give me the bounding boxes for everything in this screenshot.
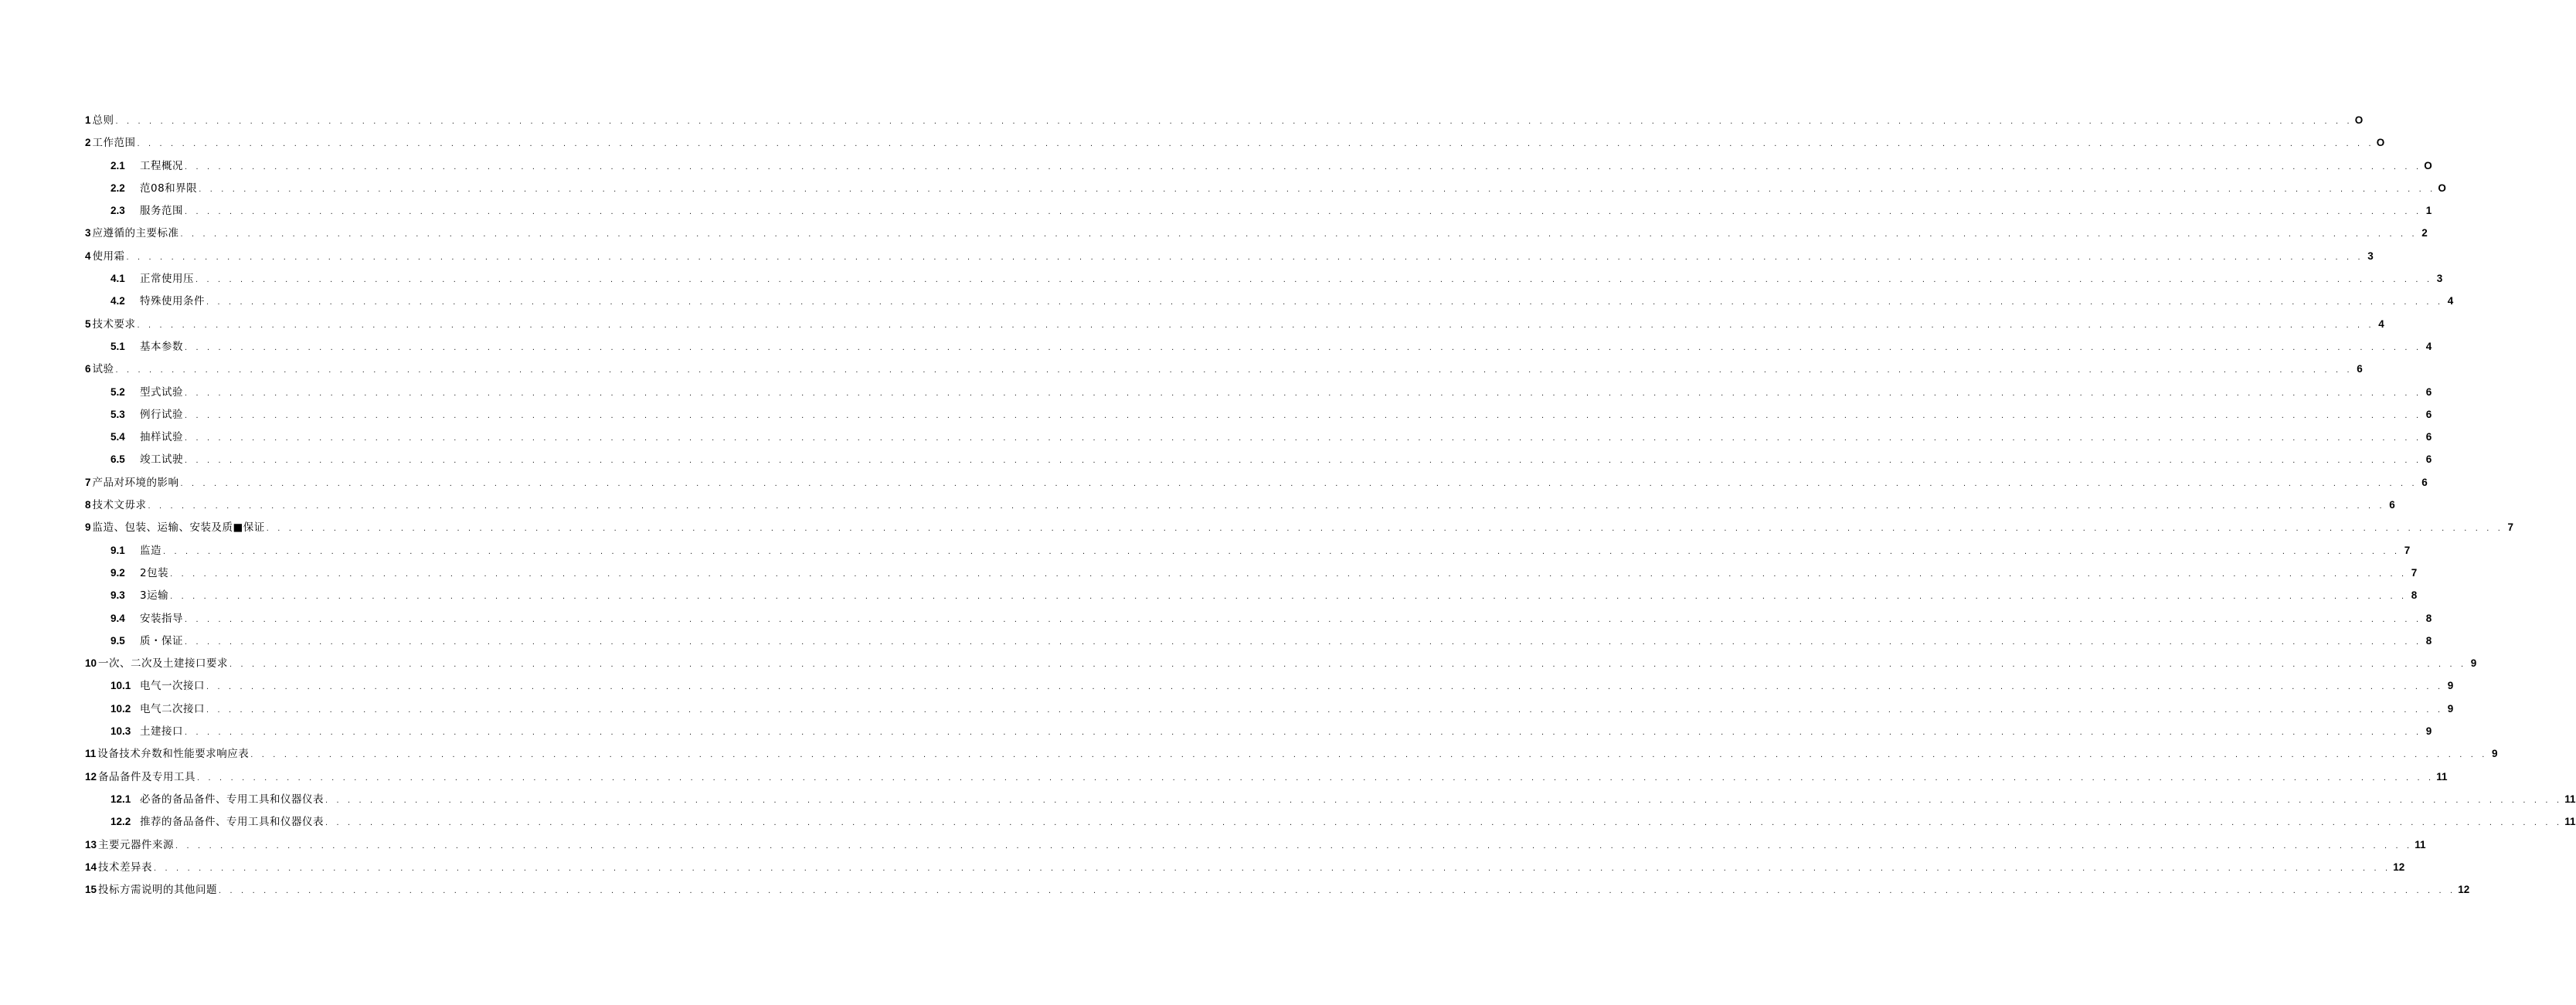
toc-entry-title: 抽样试验: [140, 431, 183, 444]
toc-entry-number: 5.3: [110, 408, 125, 420]
toc-entry-title: 试验: [92, 363, 114, 376]
toc-entry-page-number: O: [2376, 137, 2385, 149]
toc-entry[interactable]: [85, 267, 2443, 290]
toc-entry[interactable]: [85, 199, 2432, 222]
toc-entry-page-number: 4: [2378, 317, 2384, 330]
toc-dot-leader: . . . . . . . . . . . . . . . . . . . . . . . . . . . . . . . . . . . . . . . . . . . . . . . . . . . . . . . . . . . . . . . . . . . . . . . . . . . . . . . . . . . . . . . . . . . . . . . . . . . . . . . . . . . . . . . . . . . . . . . . . . . . . . . . . . . . . . . . . . . . . . . . . . . . . . . . . . . . . . . . . . . . . . . . . . . . . . . . . . . . . . . . . . . . . . . . . . . . . . . .: [206, 297, 2444, 307]
toc-entry-page-number: 6: [2425, 408, 2432, 420]
toc-entry[interactable]: [85, 313, 2384, 335]
toc-entry-number: 14: [85, 861, 97, 873]
toc-entry-page-number: 12: [2393, 861, 2405, 873]
toc-dot-leader: . . . . . . . . . . . . . . . . . . . . . . . . . . . . . . . . . . . . . . . . . . . . . . . . . . . . . . . . . . . . . . . . . . . . . . . . . . . . . . . . . . . . . . . . . . . . . . . . . . . . . . . . . . . . . . . . . . . . . . . . . . . . . . . . . . . . . . . . . . . . . . . . . . . . . . . . . . . . . . . . . . . . . . . . . . . . . . . . . . . . . . . . . . . . . . . . . . . . . . . .: [170, 569, 2408, 579]
toc-entry-title: 例行试验: [140, 408, 183, 421]
toc-entry[interactable]: [85, 426, 2432, 448]
toc-entry-page-number: 9: [2470, 657, 2477, 670]
toc-entry-number: 7: [85, 476, 91, 488]
toc-entry-number: 9.5: [110, 634, 125, 647]
toc-entry-title: 总则: [92, 114, 114, 127]
toc-entry-page-number: 11: [2436, 770, 2448, 783]
toc-entry-title: 备品备件及专用工具: [98, 770, 196, 783]
toc-entry[interactable]: [85, 742, 2498, 765]
toc-entry-number: 5.2: [110, 385, 125, 398]
toc-dot-leader: . . . . . . . . . . . . . . . . . . . . . . . . . . . . . . . . . . . . . . . . . . . . . . . . . . . . . . . . . . . . . . . . . . . . . . . . . . . . . . . . . . . . . . . . . . . . . . . . . . . . . . . . . . . . . . . . . . . . . . . . . . . . . . . . . . . . . . . . . . . . . . . . . . . . . . . . . . . . . . . . . . . . . . . . . . . . . . . . . . . . . . . . . . . . . . . . . . . . . . . .: [163, 546, 2401, 556]
toc-entry[interactable]: [85, 878, 2470, 901]
toc-entry-title: 设备技术弁数和性能要求响应表: [97, 748, 250, 761]
toc-dot-leader: . . . . . . . . . . . . . . . . . . . . . . . . . . . . . . . . . . . . . . . . . . . . . . . . . . . . . . . . . . . . . . . . . . . . . . . . . . . . . . . . . . . . . . . . . . . . . . . . . . . . . . . . . . . . . . . . . . . . . . . . . . . . . . . . . . . . . . . . . . . . . . . . . . . . . . . . . . . . . . . . . . . . . . . . . . . . . . . . . . . . . . . . . . . . . . . . . . . . . . . .: [266, 524, 2503, 534]
toc-entry-number: 13: [85, 838, 97, 851]
toc-entry-page-number: 1: [2425, 205, 2432, 217]
toc-entry-title: 质・保证: [140, 634, 183, 647]
toc-entry-number: 9: [85, 521, 91, 534]
toc-entry-number: 1: [85, 114, 91, 126]
toc-entry-page-number: O: [2354, 114, 2364, 126]
toc-dot-leader: . . . . . . . . . . . . . . . . . . . . . . . . . . . . . . . . . . . . . . . . . . . . . . . . . . . . . . . . . . . . . . . . . . . . . . . . . . . . . . . . . . . . . . . . . . . . . . . . . . . . . . . . . . . . . . . . . . . . . . . . . . . . . . . . . . . . . . . . . . . . . . . . . . . . . . . . . . . . . . . . . . . . . . . . . . . . . . . . . . . . . . . . . . . . . . . . . . . . . . . .: [250, 750, 2488, 760]
toc-entry-page-number: 11: [2564, 793, 2576, 805]
toc-entry-title: 正常使用压: [140, 273, 194, 286]
toc-entry-number: 11: [85, 748, 97, 760]
toc-entry-page-number: 11: [2564, 816, 2576, 828]
toc-entry-number: 9.3: [110, 589, 125, 602]
toc-entry-page-number: 6: [2357, 363, 2363, 375]
toc-entry-title: 技术文毋求: [92, 499, 147, 512]
toc-entry[interactable]: [85, 381, 2432, 403]
toc-entry-page-number: 11: [2415, 838, 2426, 851]
toc-entry-page-number: O: [2424, 159, 2432, 171]
toc-dot-leader: . . . . . . . . . . . . . . . . . . . . . . . . . . . . . . . . . . . . . . . . . . . . . . . . . . . . . . . . . . . . . . . . . . . . . . . . . . . . . . . . . . . . . . . . . . . . . . . . . . . . . . . . . . . . . . . . . . . . . . . . . . . . . . . . . . . . . . . . . . . . . . . . . . . . . . . . . . . . . . . . . . . . . . . . . . . . . . . . . . . . . . . . . . . . . . . . . . . . . . . .: [325, 795, 2563, 805]
toc-entry-title: 投标方需说明的其他问题: [98, 884, 218, 897]
toc-entry-number: 5.4: [110, 431, 125, 443]
toc-dot-leader: . . . . . . . . . . . . . . . . . . . . . . . . . . . . . . . . . . . . . . . . . . . . . . . . . . . . . . . . . . . . . . . . . . . . . . . . . . . . . . . . . . . . . . . . . . . . . . . . . . . . . . . . . . . . . . . . . . . . . . . . . . . . . . . . . . . . . . . . . . . . . . . . . . . . . . . . . . . . . . . . . . . . . . . . . . . . . . . . . . . . . . . . . . . . . . . . . . . . . . . .: [185, 388, 2422, 398]
toc-entry-number: 2.3: [110, 205, 125, 217]
toc-entry-number: 12.1: [110, 793, 131, 805]
toc-dot-leader: . . . . . . . . . . . . . . . . . . . . . . . . . . . . . . . . . . . . . . . . . . . . . . . . . . . . . . . . . . . . . . . . . . . . . . . . . . . . . . . . . . . . . . . . . . . . . . . . . . . . . . . . . . . . . . . . . . . . . . . . . . . . . . . . . . . . . . . . . . . . . . . . . . . . . . . . . . . . . . . . . . . . . . . . . . . . . . . . . . . . . . . . . . . . . . . . . . . . . . . .: [197, 772, 2435, 783]
toc-entry-page-number: 12: [2458, 884, 2470, 896]
toc-entry-page-number: 4: [2447, 295, 2454, 307]
toc-dot-leader: . . . . . . . . . . . . . . . . . . . . . . . . . . . . . . . . . . . . . . . . . . . . . . . . . . . . . . . . . . . . . . . . . . . . . . . . . . . . . . . . . . . . . . . . . . . . . . . . . . . . . . . . . . . . . . . . . . . . . . . . . . . . . . . . . . . . . . . . . . . . . . . . . . . . . . . . . . . . . . . . . . . . . . . . . . . . . . . . . . . . . . . . . . . . . . . . . . . . . . . .: [148, 501, 2385, 511]
toc-entry-title: 监造: [140, 544, 161, 557]
toc-entry[interactable]: [85, 720, 2432, 742]
toc-entry-number: 10.3: [110, 725, 131, 738]
toc-entry-number: 6: [85, 363, 91, 375]
toc-entry[interactable]: [85, 494, 2395, 516]
toc-entry[interactable]: [85, 766, 2448, 788]
toc-dot-leader: . . . . . . . . . . . . . . . . . . . . . . . . . . . . . . . . . . . . . . . . . . . . . . . . . . . . . . . . . . . . . . . . . . . . . . . . . . . . . . . . . . . . . . . . . . . . . . . . . . . . . . . . . . . . . . . . . . . . . . . . . . . . . . . . . . . . . . . . . . . . . . . . . . . . . . . . . . . . . . . . . . . . . . . . . . . . . . . . . . . . . . . . . . . . . . . . . . . . . . . .: [175, 840, 2413, 851]
toc-entry[interactable]: [85, 810, 2576, 833]
toc-entry[interactable]: [85, 154, 2432, 177]
toc-dot-leader: . . . . . . . . . . . . . . . . . . . . . . . . . . . . . . . . . . . . . . . . . . . . . . . . . . . . . . . . . . . . . . . . . . . . . . . . . . . . . . . . . . . . . . . . . . . . . . . . . . . . . . . . . . . . . . . . . . . . . . . . . . . . . . . . . . . . . . . . . . . . . . . . . . . . . . . . . . . . . . . . . . . . . . . . . . . . . . . . . . . . . . . . . . . . . . . . . . . . . . . .: [170, 592, 2408, 602]
toc-dot-leader: . . . . . . . . . . . . . . . . . . . . . . . . . . . . . . . . . . . . . . . . . . . . . . . . . . . . . . . . . . . . . . . . . . . . . . . . . . . . . . . . . . . . . . . . . . . . . . . . . . . . . . . . . . . . . . . . . . . . . . . . . . . . . . . . . . . . . . . . . . . . . . . . . . . . . . . . . . . . . . . . . . . . . . . . . . . . . . . . . . . . . . . . . . . . . . . . . . . . . . . .: [185, 410, 2422, 420]
toc-dot-leader: . . . . . . . . . . . . . . . . . . . . . . . . . . . . . . . . . . . . . . . . . . . . . . . . . . . . . . . . . . . . . . . . . . . . . . . . . . . . . . . . . . . . . . . . . . . . . . . . . . . . . . . . . . . . . . . . . . . . . . . . . . . . . . . . . . . . . . . . . . . . . . . . . . . . . . . . . . . . . . . . . . . . . . . . . . . . . . . . . . . . . . . . . . . . . . . . . . . . . . . .: [219, 886, 2456, 896]
toc-entry-page-number: 6: [2421, 476, 2428, 488]
toc-dot-leader: . . . . . . . . . . . . . . . . . . . . . . . . . . . . . . . . . . . . . . . . . . . . . . . . . . . . . . . . . . . . . . . . . . . . . . . . . . . . . . . . . . . . . . . . . . . . . . . . . . . . . . . . . . . . . . . . . . . . . . . . . . . . . . . . . . . . . . . . . . . . . . . . . . . . . . . . . . . . . . . . . . . . . . . . . . . . . . . . . . . . . . . . . . . . . . . . . . . . . . . .: [126, 252, 2364, 262]
toc-entry-number: 15: [85, 884, 97, 896]
toc-entry[interactable]: [85, 335, 2432, 358]
toc-entry-page-number: 9: [2491, 748, 2498, 760]
toc-entry-page-number: 6: [2389, 499, 2395, 511]
toc-entry-title: 主要元器件来源: [98, 838, 175, 851]
toc-entry[interactable]: [85, 403, 2432, 426]
toc-entry-page-number: 9: [2425, 725, 2432, 738]
toc-entry-title: 监造、包装、运输、安装及质■保证: [92, 521, 265, 535]
toc-entry-number: 2: [85, 137, 91, 149]
toc-entry[interactable]: [85, 607, 2432, 630]
toc-entry-page-number: 3: [2367, 250, 2374, 262]
toc-entry-title: 技术差异表: [98, 861, 153, 874]
toc-entry[interactable]: [85, 630, 2432, 652]
toc-dot-leader: . . . . . . . . . . . . . . . . . . . . . . . . . . . . . . . . . . . . . . . . . . . . . . . . . . . . . . . . . . . . . . . . . . . . . . . . . . . . . . . . . . . . . . . . . . . . . . . . . . . . . . . . . . . . . . . . . . . . . . . . . . . . . . . . . . . . . . . . . . . . . . . . . . . . . . . . . . . . . . . . . . . . . . . . . . . . . . . . . . . . . . . . . . . . . . . . . . . . . . . .: [325, 818, 2563, 828]
toc-entry-title: 3运输: [140, 589, 169, 603]
toc-entry-number: 9.2: [110, 566, 125, 579]
toc-entry[interactable]: [85, 471, 2428, 494]
toc-entry-page-number: 6: [2425, 431, 2432, 443]
toc-entry-page-number: 8: [2411, 589, 2418, 602]
toc-entry-title: 必备的备品备件、专用工具和仪器仪表: [140, 793, 324, 806]
toc-dot-leader: . . . . . . . . . . . . . . . . . . . . . . . . . . . . . . . . . . . . . . . . . . . . . . . . . . . . . . . . . . . . . . . . . . . . . . . . . . . . . . . . . . . . . . . . . . . . . . . . . . . . . . . . . . . . . . . . . . . . . . . . . . . . . . . . . . . . . . . . . . . . . . . . . . . . . . . . . . . . . . . . . . . . . . . . . . . . . . . . . . . . . . . . . . . . . . . . . . . . . . . .: [154, 863, 2391, 873]
toc-entry-number: 4: [85, 250, 91, 262]
toc-dot-leader: . . . . . . . . . . . . . . . . . . . . . . . . . . . . . . . . . . . . . . . . . . . . . . . . . . . . . . . . . . . . . . . . . . . . . . . . . . . . . . . . . . . . . . . . . . . . . . . . . . . . . . . . . . . . . . . . . . . . . . . . . . . . . . . . . . . . . . . . . . . . . . . . . . . . . . . . . . . . . . . . . . . . . . . . . . . . . . . . . . . . . . . . . . . . . . . . . . . . . . . .: [115, 117, 2353, 126]
toc-dot-leader: . . . . . . . . . . . . . . . . . . . . . . . . . . . . . . . . . . . . . . . . . . . . . . . . . . . . . . . . . . . . . . . . . . . . . . . . . . . . . . . . . . . . . . . . . . . . . . . . . . . . . . . . . . . . . . . . . . . . . . . . . . . . . . . . . . . . . . . . . . . . . . . . . . . . . . . . . . . . . . . . . . . . . . . . . . . . . . . . . . . . . . . . . . . . . . . . . . . . . . . .: [185, 637, 2422, 647]
toc-entry[interactable]: [85, 516, 2513, 538]
toc-dot-leader: . . . . . . . . . . . . . . . . . . . . . . . . . . . . . . . . . . . . . . . . . . . . . . . . . . . . . . . . . . . . . . . . . . . . . . . . . . . . . . . . . . . . . . . . . . . . . . . . . . . . . . . . . . . . . . . . . . . . . . . . . . . . . . . . . . . . . . . . . . . . . . . . . . . . . . . . . . . . . . . . . . . . . . . . . . . . . . . . . . . . . . . . . . . . . . . . . . . . . . . .: [185, 433, 2422, 443]
toc-entry[interactable]: [85, 652, 2477, 674]
toc-dot-leader: . . . . . . . . . . . . . . . . . . . . . . . . . . . . . . . . . . . . . . . . . . . . . . . . . . . . . . . . . . . . . . . . . . . . . . . . . . . . . . . . . . . . . . . . . . . . . . . . . . . . . . . . . . . . . . . . . . . . . . . . . . . . . . . . . . . . . . . . . . . . . . . . . . . . . . . . . . . . . . . . . . . . . . . . . . . . . . . . . . . . . . . . . . . . . . . . . . . . . . . .: [185, 161, 2422, 171]
toc-entry-title: 2包装: [140, 566, 169, 579]
toc-entry-number: 3: [85, 227, 91, 239]
toc-entry-title: 技术要求: [92, 317, 136, 331]
toc-entry-title: 竣工试驶: [140, 453, 183, 467]
toc-entry-title: 一次、二次及土建接口要求: [98, 657, 229, 671]
toc-entry[interactable]: [85, 245, 2374, 267]
toc-entry-number: 4.1: [110, 273, 125, 285]
toc-entry-title: 工程概况: [140, 159, 183, 172]
toc-entry-title: 电气二次接口: [140, 702, 205, 715]
toc-entry[interactable]: [85, 698, 2454, 720]
toc-entry-title: 土建接口: [140, 725, 183, 738]
toc-dot-leader: . . . . . . . . . . . . . . . . . . . . . . . . . . . . . . . . . . . . . . . . . . . . . . . . . . . . . . . . . . . . . . . . . . . . . . . . . . . . . . . . . . . . . . . . . . . . . . . . . . . . . . . . . . . . . . . . . . . . . . . . . . . . . . . . . . . . . . . . . . . . . . . . . . . . . . . . . . . . . . . . . . . . . . . . . . . . . . . . . . . . . . . . . . . . . . . . . . . . . . . .: [180, 478, 2418, 488]
toc-entry-page-number: O: [2438, 182, 2446, 194]
toc-entry[interactable]: [85, 448, 2432, 470]
toc-dot-leader: . . . . . . . . . . . . . . . . . . . . . . . . . . . . . . . . . . . . . . . . . . . . . . . . . . . . . . . . . . . . . . . . . . . . . . . . . . . . . . . . . . . . . . . . . . . . . . . . . . . . . . . . . . . . . . . . . . . . . . . . . . . . . . . . . . . . . . . . . . . . . . . . . . . . . . . . . . . . . . . . . . . . . . . . . . . . . . . . . . . . . . . . . . . . . . . . . . . . . . . .: [185, 728, 2422, 738]
toc-entry-page-number: 6: [2425, 453, 2432, 466]
toc-entry-page-number: 8: [2425, 634, 2432, 647]
toc-entry-title: 应遵循的主要标准: [92, 227, 179, 240]
toc-entry-title: 型式试验: [140, 385, 183, 399]
toc-entry[interactable]: [85, 290, 2454, 312]
toc-entry-number: 8: [85, 499, 91, 511]
toc-entry-title: 服务范围: [140, 205, 183, 218]
toc-entry-number: 12: [85, 770, 97, 783]
toc-entry[interactable]: [85, 788, 2576, 810]
toc-dot-leader: . . . . . . . . . . . . . . . . . . . . . . . . . . . . . . . . . . . . . . . . . . . . . . . . . . . . . . . . . . . . . . . . . . . . . . . . . . . . . . . . . . . . . . . . . . . . . . . . . . . . . . . . . . . . . . . . . . . . . . . . . . . . . . . . . . . . . . . . . . . . . . . . . . . . . . . . . . . . . . . . . . . . . . . . . . . . . . . . . . . . . . . . . . . . . . . . . . . . . . . .: [195, 275, 2433, 285]
toc-entry[interactable]: [85, 131, 2385, 154]
toc-entry-title: 产品对环境的影响: [92, 476, 179, 489]
toc-entry-page-number: 6: [2425, 385, 2432, 398]
toc-dot-leader: . . . . . . . . . . . . . . . . . . . . . . . . . . . . . . . . . . . . . . . . . . . . . . . . . . . . . . . . . . . . . . . . . . . . . . . . . . . . . . . . . . . . . . . . . . . . . . . . . . . . . . . . . . . . . . . . . . . . . . . . . . . . . . . . . . . . . . . . . . . . . . . . . . . . . . . . . . . . . . . . . . . . . . . . . . . . . . . . . . . . . . . . . . . . . . . . . . . . . . . .: [180, 229, 2418, 239]
toc-dot-leader: . . . . . . . . . . . . . . . . . . . . . . . . . . . . . . . . . . . . . . . . . . . . . . . . . . . . . . . . . . . . . . . . . . . . . . . . . . . . . . . . . . . . . . . . . . . . . . . . . . . . . . . . . . . . . . . . . . . . . . . . . . . . . . . . . . . . . . . . . . . . . . . . . . . . . . . . . . . . . . . . . . . . . . . . . . . . . . . . . . . . . . . . . . . . . . . . . . . . . . . .: [137, 320, 2374, 330]
toc-entry-title: 安装指导: [140, 612, 183, 625]
toc-entry-page-number: 8: [2425, 612, 2432, 624]
toc-entry-title: 推荐的备品备件、专用工具和仪器仪表: [140, 816, 324, 829]
toc-entry-page-number: 3: [2436, 273, 2443, 285]
toc-dot-leader: . . . . . . . . . . . . . . . . . . . . . . . . . . . . . . . . . . . . . . . . . . . . . . . . . . . . . . . . . . . . . . . . . . . . . . . . . . . . . . . . . . . . . . . . . . . . . . . . . . . . . . . . . . . . . . . . . . . . . . . . . . . . . . . . . . . . . . . . . . . . . . . . . . . . . . . . . . . . . . . . . . . . . . . . . . . . . . . . . . . . . . . . . . . . . . . . . . . . . . . .: [185, 342, 2422, 352]
toc-entry-title: 工作范围: [92, 137, 136, 150]
toc-entry[interactable]: [85, 222, 2428, 244]
toc-entry[interactable]: [85, 358, 2363, 380]
toc-entry-title: 范08和界限: [140, 182, 198, 195]
toc-entry-number: 12.2: [110, 816, 131, 828]
toc-entry-title: 基本参数: [140, 340, 183, 353]
toc-dot-leader: . . . . . . . . . . . . . . . . . . . . . . . . . . . . . . . . . . . . . . . . . . . . . . . . . . . . . . . . . . . . . . . . . . . . . . . . . . . . . . . . . . . . . . . . . . . . . . . . . . . . . . . . . . . . . . . . . . . . . . . . . . . . . . . . . . . . . . . . . . . . . . . . . . . . . . . . . . . . . . . . . . . . . . . . . . . . . . . . . . . . . . . . . . . . . . . . . . . . . . . .: [137, 139, 2374, 149]
toc-entry-number: 2.2: [110, 182, 125, 194]
toc-entry-number: 9.4: [110, 612, 125, 624]
toc-entry[interactable]: [85, 584, 2418, 606]
toc-entry[interactable]: [85, 674, 2454, 697]
toc-entry[interactable]: [85, 856, 2405, 878]
toc-dot-leader: . . . . . . . . . . . . . . . . . . . . . . . . . . . . . . . . . . . . . . . . . . . . . . . . . . . . . . . . . . . . . . . . . . . . . . . . . . . . . . . . . . . . . . . . . . . . . . . . . . . . . . . . . . . . . . . . . . . . . . . . . . . . . . . . . . . . . . . . . . . . . . . . . . . . . . . . . . . . . . . . . . . . . . . . . . . . . . . . . . . . . . . . . . . . . . . . . . . . . . . .: [185, 614, 2422, 624]
toc-entry-number: 10.1: [110, 680, 131, 692]
toc-entry-number: 9.1: [110, 544, 125, 556]
toc-entry-title: 电气一次接口: [140, 680, 205, 693]
toc-entry-page-number: 7: [2411, 566, 2418, 579]
toc-entry-title: 使用霜: [92, 250, 125, 263]
toc-entry-number: 5: [85, 317, 91, 330]
toc-entry-page-number: 7: [2507, 521, 2513, 534]
toc-entry-number: 10: [85, 657, 97, 670]
toc-entry-number: 4.2: [110, 295, 125, 307]
toc-entry-number: 10.2: [110, 702, 131, 715]
toc-entry-number: 2.1: [110, 159, 125, 171]
toc-entry-page-number: 4: [2425, 340, 2432, 352]
table-of-contents: [85, 109, 2576, 901]
toc-entry-title: 特殊使用条件: [140, 295, 205, 308]
toc-entry-number: 5.1: [110, 340, 125, 352]
toc-entry-page-number: 9: [2447, 680, 2454, 692]
toc-entry[interactable]: [85, 834, 2426, 856]
toc-entry[interactable]: [85, 539, 2411, 562]
toc-dot-leader: . . . . . . . . . . . . . . . . . . . . . . . . . . . . . . . . . . . . . . . . . . . . . . . . . . . . . . . . . . . . . . . . . . . . . . . . . . . . . . . . . . . . . . . . . . . . . . . . . . . . . . . . . . . . . . . . . . . . . . . . . . . . . . . . . . . . . . . . . . . . . . . . . . . . . . . . . . . . . . . . . . . . . . . . . . . . . . . . . . . . . . . . . . . . . . . . . . . . . . . .: [229, 660, 2467, 670]
toc-dot-leader: . . . . . . . . . . . . . . . . . . . . . . . . . . . . . . . . . . . . . . . . . . . . . . . . . . . . . . . . . . . . . . . . . . . . . . . . . . . . . . . . . . . . . . . . . . . . . . . . . . . . . . . . . . . . . . . . . . . . . . . . . . . . . . . . . . . . . . . . . . . . . . . . . . . . . . . . . . . . . . . . . . . . . . . . . . . . . . . . . . . . . . . . . . . . . . . . . . . . . . . .: [199, 184, 2436, 194]
toc-dot-leader: . . . . . . . . . . . . . . . . . . . . . . . . . . . . . . . . . . . . . . . . . . . . . . . . . . . . . . . . . . . . . . . . . . . . . . . . . . . . . . . . . . . . . . . . . . . . . . . . . . . . . . . . . . . . . . . . . . . . . . . . . . . . . . . . . . . . . . . . . . . . . . . . . . . . . . . . . . . . . . . . . . . . . . . . . . . . . . . . . . . . . . . . . . . . . . . . . . . . . . . .: [185, 207, 2422, 217]
toc-entry[interactable]: [85, 177, 2446, 199]
toc-dot-leader: . . . . . . . . . . . . . . . . . . . . . . . . . . . . . . . . . . . . . . . . . . . . . . . . . . . . . . . . . . . . . . . . . . . . . . . . . . . . . . . . . . . . . . . . . . . . . . . . . . . . . . . . . . . . . . . . . . . . . . . . . . . . . . . . . . . . . . . . . . . . . . . . . . . . . . . . . . . . . . . . . . . . . . . . . . . . . . . . . . . . . . . . . . . . . . . . . . . . . . . .: [206, 705, 2444, 715]
toc-entry-number: 6.5: [110, 453, 125, 466]
toc-entry-page-number: 2: [2421, 227, 2428, 239]
toc-dot-leader: . . . . . . . . . . . . . . . . . . . . . . . . . . . . . . . . . . . . . . . . . . . . . . . . . . . . . . . . . . . . . . . . . . . . . . . . . . . . . . . . . . . . . . . . . . . . . . . . . . . . . . . . . . . . . . . . . . . . . . . . . . . . . . . . . . . . . . . . . . . . . . . . . . . . . . . . . . . . . . . . . . . . . . . . . . . . . . . . . . . . . . . . . . . . . . . . . . . . . . . .: [185, 456, 2422, 466]
toc-entry-page-number: 7: [2404, 544, 2411, 556]
toc-entry[interactable]: [85, 109, 2364, 131]
toc-dot-leader: . . . . . . . . . . . . . . . . . . . . . . . . . . . . . . . . . . . . . . . . . . . . . . . . . . . . . . . . . . . . . . . . . . . . . . . . . . . . . . . . . . . . . . . . . . . . . . . . . . . . . . . . . . . . . . . . . . . . . . . . . . . . . . . . . . . . . . . . . . . . . . . . . . . . . . . . . . . . . . . . . . . . . . . . . . . . . . . . . . . . . . . . . . . . . . . . . . . . . . . .: [206, 682, 2444, 692]
toc-dot-leader: . . . . . . . . . . . . . . . . . . . . . . . . . . . . . . . . . . . . . . . . . . . . . . . . . . . . . . . . . . . . . . . . . . . . . . . . . . . . . . . . . . . . . . . . . . . . . . . . . . . . . . . . . . . . . . . . . . . . . . . . . . . . . . . . . . . . . . . . . . . . . . . . . . . . . . . . . . . . . . . . . . . . . . . . . . . . . . . . . . . . . . . . . . . . . . . . . . . . . . . .: [115, 365, 2353, 375]
toc-entry-page-number: 9: [2447, 702, 2454, 715]
toc-entry[interactable]: [85, 562, 2418, 584]
